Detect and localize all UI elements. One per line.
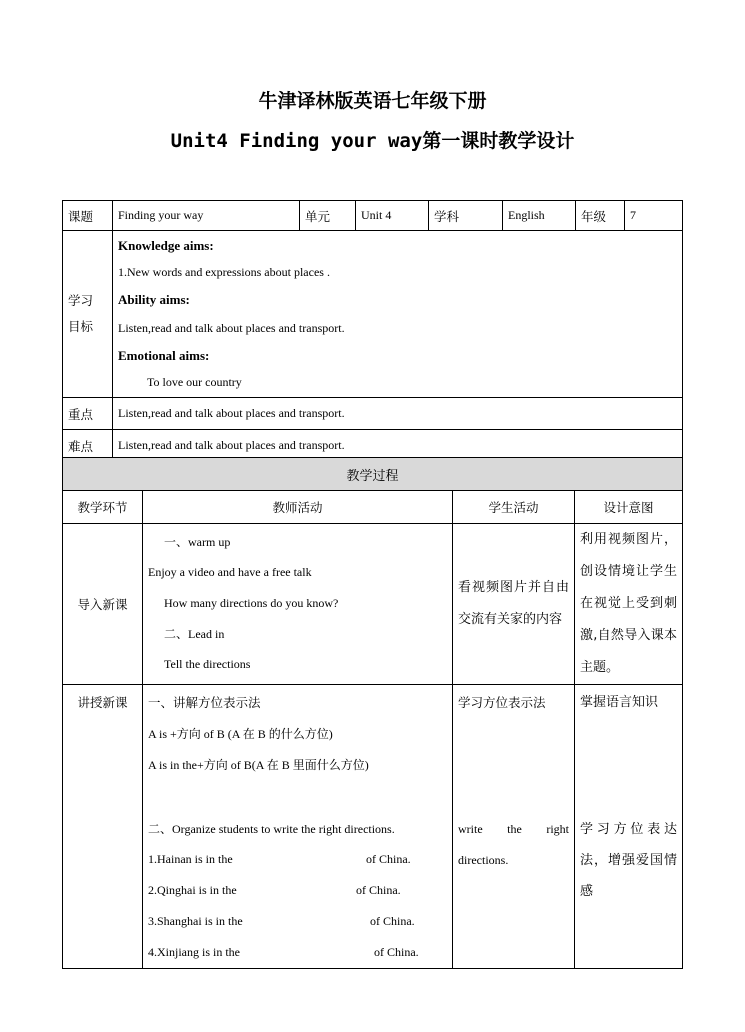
subject-value: English	[503, 201, 576, 231]
stage-label: 讲授新课	[63, 685, 143, 969]
teaching-process-table	[62, 457, 683, 969]
exercise-suffix: of China.	[370, 914, 415, 928]
process-row-intro	[63, 524, 683, 685]
subject-label: 学科	[429, 201, 503, 231]
design-intent	[575, 685, 683, 969]
exercise-suffix: of China.	[374, 945, 419, 959]
teacher-activity	[143, 524, 453, 685]
student-line: write the right directions.	[458, 822, 569, 867]
teacher-line: How many directions do you know?	[164, 596, 339, 610]
column-header: 教学环节	[63, 491, 143, 524]
ability-aims-text: Listen,read and talk about places and transport.	[118, 321, 345, 335]
exercise-suffix: of China.	[356, 883, 401, 897]
student-activity: 看视频图片并自由交流有关家的内容	[453, 524, 575, 685]
emotional-aims-text: To love our country	[147, 375, 242, 389]
student-line: 学习方位表示法	[458, 695, 546, 710]
column-header: 设计意图	[575, 491, 683, 524]
topic-value: Finding your way	[113, 201, 300, 231]
exercise-line	[148, 875, 447, 906]
intent-line: 学习方位表达法，增强爱国情感	[580, 822, 678, 899]
process-header-row	[63, 491, 683, 524]
info-row	[63, 201, 683, 231]
key-point-row	[63, 398, 683, 430]
exercise-prompt: 3.Shanghai is in the	[148, 914, 243, 928]
aims-label-line2: 目标	[68, 319, 94, 334]
process-row-new	[63, 685, 683, 969]
knowledge-aims-title: Knowledge aims:	[118, 238, 214, 253]
lesson-info-table	[62, 200, 683, 462]
exercise-line	[148, 844, 447, 875]
unit-label: 单元	[300, 201, 356, 231]
exercise-line	[148, 906, 447, 937]
subtitle-cn: 第一课时教学设计	[422, 130, 575, 152]
column-header: 学生活动	[453, 491, 575, 524]
design-intent: 利用视频图片，创设情境让学生在视觉上受到刺激,自然导入课本主题。	[575, 524, 683, 685]
aims-label	[63, 231, 113, 398]
teacher-line: 一、warm up	[164, 535, 231, 549]
column-header: 教师活动	[143, 491, 453, 524]
exercise-suffix: of China.	[366, 852, 411, 866]
teacher-line: 二、Lead in	[164, 627, 225, 641]
exercise-line	[148, 937, 447, 968]
teacher-line: 二、Organize students to write the right directions.	[148, 822, 395, 836]
intent-line: 掌握语言知识	[580, 695, 659, 710]
unit-value: Unit 4	[356, 201, 429, 231]
document-subtitle	[0, 126, 745, 153]
student-activity	[453, 685, 575, 969]
grade-label: 年级	[576, 201, 625, 231]
exercise-prompt: 1.Hainan is in the	[148, 852, 233, 866]
difficult-point-label: 难点	[63, 430, 113, 462]
process-heading: 教学过程	[63, 458, 683, 491]
aims-label-line1: 学习	[68, 293, 94, 308]
teacher-line: A is in the+方向 of B(A 在 B 里面什么方位)	[148, 758, 369, 772]
subtitle-en: Unit4 Finding your way	[170, 130, 423, 152]
key-point-label: 重点	[63, 398, 113, 430]
exercise-prompt: 2.Qinghai is in the	[148, 883, 237, 897]
stage-label: 导入新课	[63, 524, 143, 685]
teacher-activity	[143, 685, 453, 969]
aims-row	[63, 231, 683, 398]
ability-aims-title: Ability aims:	[118, 292, 190, 307]
teacher-line: 一、讲解方位表示法	[148, 695, 261, 710]
teacher-line: A is +方向 of B (A 在 B 的什么方位)	[148, 727, 333, 741]
key-point-text: Listen,read and talk about places and transport.	[113, 398, 683, 430]
teacher-line: Tell the directions	[164, 657, 251, 671]
aims-content	[113, 231, 683, 398]
grade-value: 7	[625, 201, 683, 231]
knowledge-aims-text: 1.New words and expressions about places .	[118, 265, 330, 279]
topic-label: 课题	[63, 201, 113, 231]
exercise-prompt: 4.Xinjiang is in the	[148, 945, 240, 959]
document-title: 牛津译林版英语七年级下册	[258, 90, 487, 112]
process-heading-row	[63, 458, 683, 491]
teacher-line: Enjoy a video and have a free talk	[148, 565, 312, 579]
difficult-point-text: Listen,read and talk about places and transport.	[113, 430, 683, 462]
emotional-aims-title: Emotional aims:	[118, 348, 210, 363]
